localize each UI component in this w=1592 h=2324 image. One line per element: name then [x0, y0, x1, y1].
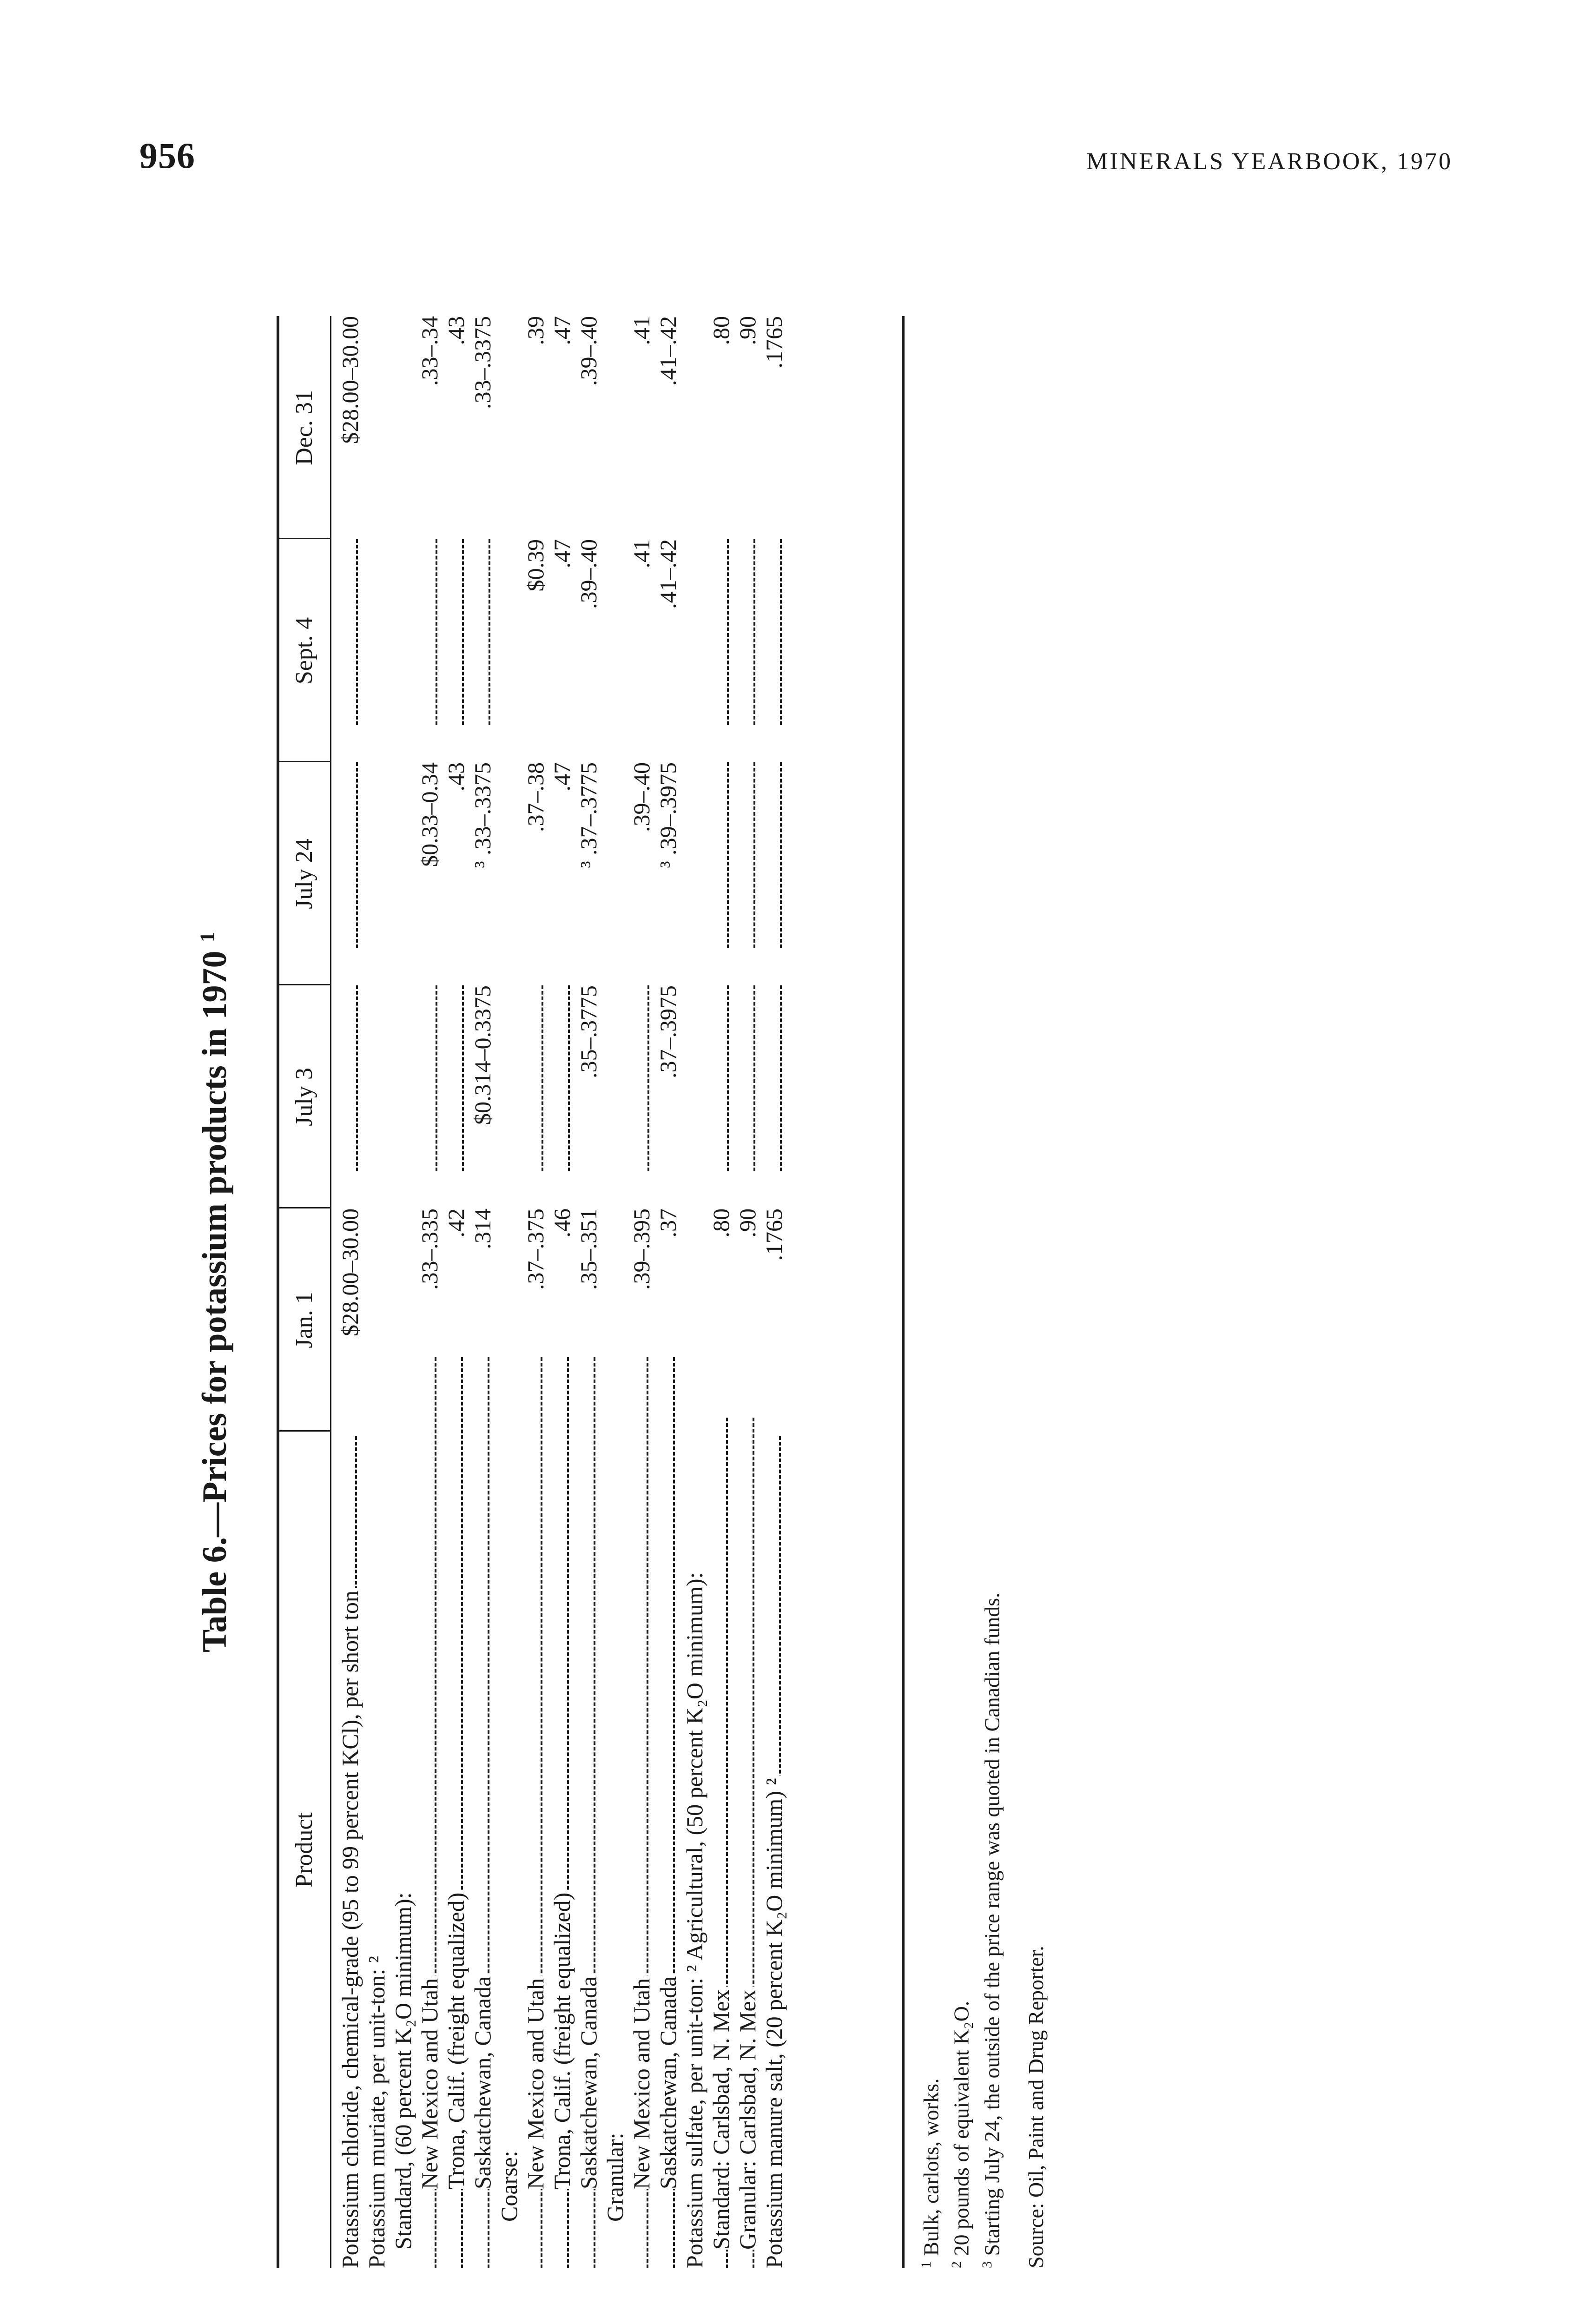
price-cell: .37–.375 [522, 1208, 548, 1290]
price-cell: .41–.42 [655, 316, 681, 386]
table-row [628, 316, 655, 2268]
table-row [416, 316, 443, 2268]
footnotes [913, 316, 1049, 2268]
price-cell: .37 [655, 1208, 681, 1238]
no-quote-dashes [761, 985, 787, 1208]
price-cell: ³ .39–.3975 [655, 762, 681, 868]
table-row [496, 316, 522, 2268]
price-cell: .43 [443, 762, 469, 792]
rotated-table-block [195, 316, 1048, 2268]
row-label: Potassium manure salt, (20 percent K₂O minimum) ² [761, 1432, 787, 2268]
price-cell: .47 [549, 316, 575, 345]
row-label: Trona, Calif. (freight equalized) [443, 1353, 469, 2268]
no-quote-dashes [761, 762, 787, 985]
row-label: Granular: [602, 1385, 628, 2268]
row-label: Potassium muriate, per unit-ton: ² [363, 1432, 390, 2268]
price-cell: .39–.40 [575, 539, 601, 609]
price-cell: ³ .37–.3775 [575, 762, 601, 868]
no-quote-dashes [522, 985, 549, 1208]
price-cell: $28.00–30.00 [337, 1208, 363, 1336]
row-label: Standard: Carlsbad, N. Mex [708, 1413, 734, 2268]
price-cell: .314 [469, 1208, 495, 1249]
price-cell: .42 [443, 1208, 469, 1238]
price-cell: .39–.40 [575, 316, 601, 386]
price-cell: .37–.3975 [655, 985, 681, 1078]
price-cell: .47 [549, 762, 575, 792]
price-cell: .80 [708, 316, 734, 345]
no-quote-dashes [734, 985, 761, 1208]
price-cell: .35–.3775 [575, 985, 601, 1078]
price-cell: .33–.34 [416, 316, 443, 386]
column-header-sept-4: Sept. 4 [291, 617, 317, 685]
table-bottom-rule [902, 316, 905, 2268]
row-label: New Mexico and Utah [416, 1353, 443, 2268]
no-quote-dashes [416, 985, 443, 1208]
price-cell: .43 [443, 316, 469, 345]
price-cell: .1765 [761, 316, 787, 369]
no-quote-dashes [708, 539, 734, 762]
table-row [575, 316, 602, 2268]
table-row [734, 316, 761, 2268]
price-cell: .37–.38 [522, 762, 548, 832]
table-row [443, 316, 469, 2268]
footnote-3: $^3$ Starting July 24, the outside of the price range was quoted in Canadian funds. [979, 1592, 1004, 2268]
no-quote-dashes [337, 762, 363, 985]
column-header-jan-1: Jan. 1 [291, 1292, 317, 1348]
table-row [390, 316, 416, 2268]
table-title [195, 316, 246, 2268]
table-row [549, 316, 575, 2268]
price-cell: .41 [628, 316, 654, 345]
row-label: Saskatchewan, Canada [469, 1353, 496, 2268]
row-label: Trona, Calif. (freight equalized) [549, 1353, 575, 2268]
price-cell: .39 [522, 316, 548, 345]
row-label: Saskatchewan, Canada [655, 1353, 681, 2268]
table-body [337, 316, 787, 2268]
no-quote-dashes [708, 762, 734, 985]
price-cell: .1765 [761, 1208, 787, 1261]
table-row [655, 316, 681, 2268]
table-row [761, 316, 787, 2268]
column-divider [277, 984, 330, 985]
no-quote-dashes [416, 539, 443, 762]
table-row [522, 316, 549, 2268]
table-top-rule [277, 316, 279, 2268]
no-quote-dashes [443, 985, 469, 1208]
price-cell: .41 [628, 539, 654, 568]
table-title-text: Table 6.—Prices for potassium products in 1970 [196, 951, 234, 1653]
table-row [469, 316, 496, 2268]
row-label: Saskatchewan, Canada [575, 1353, 602, 2268]
price-cell: .41–.42 [655, 539, 681, 609]
price-cell: .90 [734, 316, 760, 345]
row-label: New Mexico and Utah [522, 1353, 549, 2268]
row-label: Potassium chloride, chemical-grade (95 to 99 percent KCl), per short ton [337, 1432, 363, 2268]
column-divider [277, 538, 330, 539]
no-quote-dashes [443, 539, 469, 762]
row-label: Granular: Carlsbad, N. Mex [734, 1413, 761, 2268]
column-divider [277, 1207, 330, 1208]
table-row [337, 316, 363, 2268]
row-label: Potassium sulfate, per unit-ton: ² Agricultural, (50 percent K₂O minimum): [681, 1432, 708, 2268]
table-title-footnote-mark: 1 [196, 931, 219, 942]
column-divider [277, 761, 330, 762]
price-cell: .47 [549, 539, 575, 568]
price-cell: .33–.335 [416, 1208, 443, 1290]
price-cell: .39–.395 [628, 1208, 654, 1290]
price-cell: $0.33–0.34 [416, 762, 443, 867]
price-cell: .33–.3375 [469, 316, 495, 409]
source-note: Source: Oil, Paint and Drug Reporter. [1024, 1946, 1048, 2268]
price-cell: $28.00–30.00 [337, 316, 363, 444]
no-quote-dashes [549, 985, 575, 1208]
no-quote-dashes [337, 985, 363, 1208]
no-quote-dashes [469, 539, 496, 762]
table-row [363, 316, 390, 2268]
table-row [602, 316, 628, 2268]
no-quote-dashes [734, 539, 761, 762]
column-header-july-3: July 3 [291, 1068, 317, 1126]
row-label: New Mexico and Utah [628, 1353, 655, 2268]
column-header-dec-31: Dec. 31 [291, 390, 317, 465]
column-divider [277, 1430, 330, 1432]
no-quote-dashes [628, 985, 655, 1208]
no-quote-dashes [761, 539, 787, 762]
footnote-2: $^2$ 20 pounds of equivalent K₂O. [949, 2000, 973, 2268]
price-cell: ³ .33–.3375 [469, 762, 495, 868]
price-cell: .90 [734, 1208, 760, 1238]
price-cell: .35–.351 [575, 1208, 601, 1290]
row-label: Coarse: [496, 1385, 522, 2268]
column-header-july-24: July 24 [291, 838, 317, 909]
header-rule [330, 316, 331, 2268]
table-row [681, 316, 708, 2268]
price-cell: .39–.40 [628, 762, 654, 832]
table-row [708, 316, 734, 2268]
price-cell: $0.314–0.3375 [469, 985, 495, 1125]
page-number: 956 [139, 135, 195, 176]
row-label: Standard, (60 percent K₂O minimum): [390, 1413, 416, 2268]
price-cell: .46 [549, 1208, 575, 1238]
price-cell: $0.39 [522, 539, 548, 592]
price-cell: .80 [708, 1208, 734, 1238]
no-quote-dashes [708, 985, 734, 1208]
no-quote-dashes [734, 762, 761, 985]
column-header-product: Product [291, 1812, 317, 1888]
running-title: MINERALS YEARBOOK, 1970 [1086, 148, 1453, 175]
footnote-1: $^1$ Bulk, carlots, works. [918, 2078, 943, 2268]
no-quote-dashes [337, 539, 363, 762]
